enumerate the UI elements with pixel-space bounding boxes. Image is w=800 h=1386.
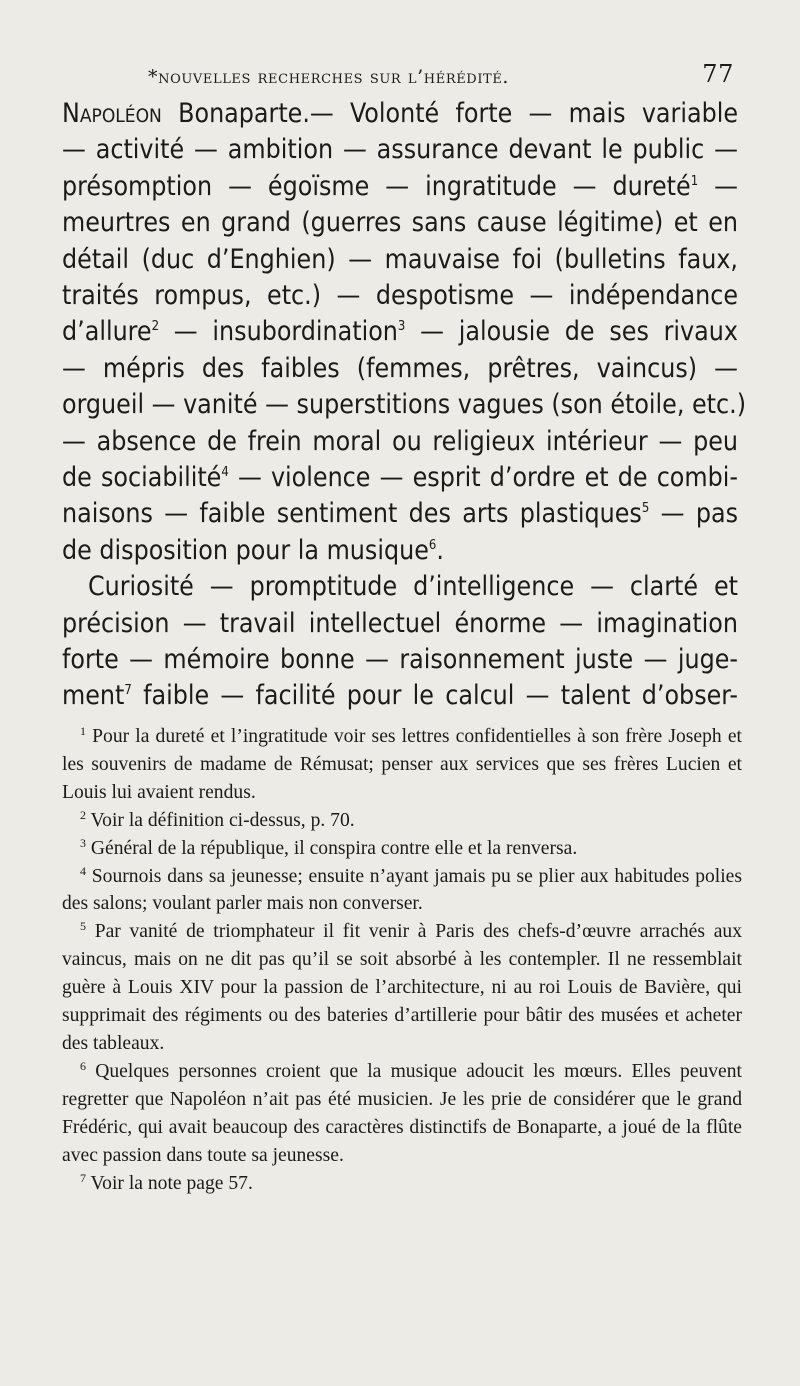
footnote-text: Voir la définition ci-dessus, p. 70.	[86, 809, 355, 831]
footnote-ref: 4	[221, 465, 229, 480]
body-line	[62, 678, 738, 714]
footnote	[62, 918, 742, 1058]
body-line	[62, 424, 738, 460]
footnote	[62, 835, 742, 863]
footnote-text: Général de la république, il conspira contre elle et la renversa.	[86, 837, 578, 859]
line-text: Bonaparte.— Volonté forte — mais variable	[178, 98, 739, 129]
line-text: faible — facilité pour le calcul — talent d’obser-	[131, 680, 738, 712]
footnote-text: Sournois dans sa jeunesse; ensuite n’ayant jamais pu se plier aux habitudes polies des salons; voulant parler mais non converser.	[62, 865, 742, 915]
line-text: orgueil — vanité — superstitions vagues (son étoile, etc.)	[62, 389, 746, 421]
line-text: — mépris des faibles (femmes, prêtres, vaincus) —	[62, 352, 738, 384]
body-line	[62, 642, 738, 678]
footnote-text: Quelques personnes croient que la musique adoucit les mœurs. Elles peuvent regretter que Napoléon n’ait pas été musicien. Je les prie de considérer que le grand Frédéric, qui avait beaucoup des caractères distinctifs de Bonaparte, a joué de la flûte avec passion dans toute sa jeunesse.	[62, 1060, 742, 1166]
line-text: précision — travail intellectuel énorme — imagination	[62, 607, 738, 639]
body-line	[62, 460, 738, 496]
body-line	[62, 387, 746, 423]
body-line	[62, 278, 738, 314]
line-text: de disposition pour la musique	[62, 534, 429, 566]
footnote-text: Pour la dureté et l’ingratitude voir ses lettres confidentielles à son frère Joseph et les souvenirs de madame de Rémusat; penser aux services que ses frères Lucien et Louis lui avaient rendus.	[62, 726, 742, 803]
body-line	[62, 351, 738, 387]
footnote-number: 4	[80, 863, 86, 878]
footnote-number: 3	[80, 835, 86, 850]
line-text: —	[698, 170, 738, 202]
line-text: d’allure	[62, 316, 152, 348]
body-line	[62, 169, 738, 205]
name-lead: Napoléon	[62, 98, 179, 129]
footnote	[62, 1170, 742, 1198]
line-text: — violence — esprit d’ordre et de combi-	[228, 462, 738, 493]
line-text: Curiosité — promptitude d’intelligence — clarté et	[88, 571, 738, 603]
line-text: détail (duc d’Enghien) — mauvaise foi (bulletins faux,	[62, 243, 738, 275]
footnote-number: 2	[80, 807, 86, 822]
footnote-number: 6	[80, 1058, 86, 1073]
body-line	[62, 314, 738, 350]
footnote	[62, 807, 742, 835]
line-text: présomption — égoïsme — ingratitude — dureté	[62, 170, 691, 202]
line-text: de sociabilité	[62, 462, 222, 493]
body-line	[62, 496, 738, 532]
line-text: traités rompus, etc.) — despotisme — indépendance	[62, 280, 738, 311]
line-text: — pas	[649, 498, 738, 530]
footnote-number: 1	[80, 724, 86, 738]
footnote-text: Par vanité de triomphateur il fit venir à Paris des chefs-d’œuvre arrachés aux vaincus, mais on ne dit pas qu’il se soit absorbé à les contempler. Il ne ressemblait guère à Louis XIV pour la passion de l’architecture, ni au roi Louis de Bavière, qui supprimait des régiments ou des bateries d’artillerie pour bâtir des musées et acheter des tableaux.	[62, 921, 742, 1054]
body-line	[62, 96, 738, 132]
footnote	[62, 723, 742, 807]
line-text: — activité — ambition — assurance devant le public —	[62, 134, 738, 166]
line-text: naisons — faible sentiment des arts plastiques	[62, 498, 642, 530]
line-text: — absence de frein moral ou religieux intérieur — peu	[62, 425, 738, 457]
body-line	[62, 205, 738, 241]
footnote-text: Voir la note page 57.	[86, 1172, 253, 1194]
line-text: .	[436, 534, 444, 566]
line-text: forte — mémoire bonne — raisonnement juste — juge-	[62, 644, 738, 675]
running-title: *nouvelles recherches sur l’hérédité.	[148, 66, 510, 88]
body-line	[62, 242, 738, 278]
line-text: ment	[62, 680, 125, 712]
line-text: meurtres en grand (guerres sans cause légitime) et en	[62, 207, 738, 239]
body-line	[62, 606, 738, 642]
footnote-ref: 3	[397, 319, 406, 335]
footnote-number: 7	[80, 1170, 86, 1185]
line-text: — jalousie de ses rivaux	[405, 316, 738, 348]
body-line	[62, 533, 738, 569]
running-header	[148, 60, 748, 92]
footnote	[62, 1058, 742, 1170]
footnotes	[62, 723, 742, 1197]
footnote-ref: 7	[124, 683, 132, 699]
footnote-number: 5	[80, 919, 86, 934]
footnote-ref: 2	[151, 319, 160, 335]
page-number: 77	[702, 60, 734, 88]
footnote-ref: 5	[641, 501, 650, 517]
footnote-ref: 1	[690, 173, 699, 189]
body-line	[88, 569, 738, 605]
line-text: — insubordination	[159, 316, 398, 348]
body-line	[62, 132, 738, 168]
footnote-ref: 6	[428, 537, 437, 553]
footnote	[62, 863, 742, 919]
